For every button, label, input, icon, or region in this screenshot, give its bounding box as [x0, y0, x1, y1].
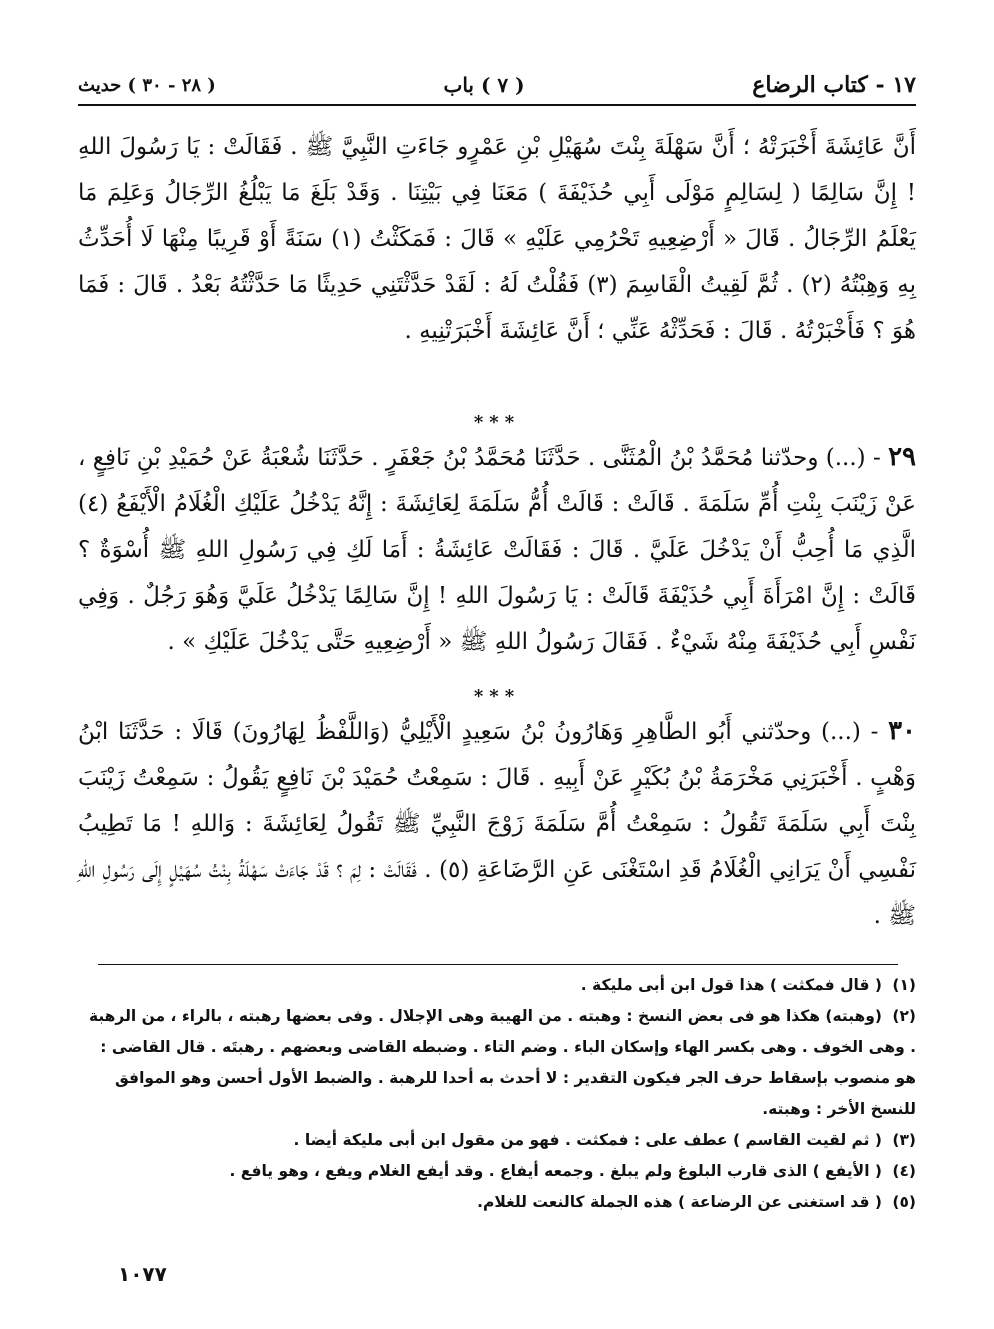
- footnote: [78, 1125, 916, 1156]
- hadith-28-continuation: أَنَّ عَائِشَةَ أَخْبَرَتْهُ ؛ أَنَّ سَهْلَةَ بِنْتَ سُهَيْلِ بْنِ عَمْرٍو جَاءَتِ النَّبِيَّ ﷺ . فَقَالَتْ : يَا رَسُولَ اللهِ ! إِنَّ سَالِمًا ( لِسَالِمٍ مَوْلَى أَبِي حُذَيْفَةَ ) مَعَنَا فِي بَيْتِنَا . وَقَدْ بَلَغَ مَا يَبْلُغُ الرِّجَالُ وَعَلِمَ مَا يَعْلَمُ الرِّجَالُ . قَالَ « أَرْضِعِيهِ تَحْرُمِي عَلَيْهِ » قَالَ : فَمَكَثْتُ (١) سَنَةً أَوْ قَرِيبًا مِنْهَا لَا أُحَدِّثُ بِهِ وَهِبْتُهُ (٢) . ثُمَّ لَقِيتُ الْقَاسِمَ (٣) فَقُلْتُ لَهُ : لَقَدْ حَدَّثْتَنِي حَدِيثًا مَا حَدَّثْتُهُ بَعْدُ . قَالَ : فَمَا هُوَ ؟ فَأَخْبَرْتُهُ . قَالَ : فَحَدِّثْهُ عَنِّي ؛ أَنَّ عَائِشَةَ أَخْبَرَتْنِيهِ .: [78, 134, 917, 344]
- footnote-number: (٣): [892, 1131, 916, 1149]
- footnote: [78, 1156, 916, 1187]
- hadith-number: ٢٩: [888, 442, 916, 472]
- footnote-number: (٤): [892, 1162, 916, 1180]
- footnote-number: (١): [892, 976, 916, 994]
- footnote-text: (وهبته) هكذا هو فى بعض النسخ : وهبته . من الهيبة وهى الإجلال . وفى بعضها رهبته ، بالراء ، من الرهبة . وهى الخوف . وهى بكسر الهاء وإسكان الباء . وضم التاء . وضبطه القاضى وبعضهم . رهبتَه . قال القاضى : هو منصوب بإسقاط حرف الجر فيكون التقدير : لا أحدث به أحدا للرهبة . والضبط الأول أحسن وهو الموافق للنسخ الأخر : وهبته.: [88, 1007, 916, 1118]
- footnote-number: (٢): [892, 1007, 916, 1025]
- footnote-number: (٥): [892, 1193, 916, 1211]
- section-separator: ***: [473, 412, 521, 433]
- page-number: ١٠٧٧: [118, 1262, 167, 1286]
- header-book-title: ١٧ - كتاب الرضاع: [752, 72, 916, 98]
- footnote: [78, 1001, 916, 1125]
- header-hadith-range: ( ٢٨ - ٣٠ ) حديث: [78, 74, 216, 96]
- running-header: [78, 68, 916, 102]
- section-separator: ***: [473, 686, 521, 707]
- hadith-number: ٣٠: [888, 716, 916, 746]
- footnote: [78, 970, 916, 1001]
- hadith-text: - (...) وحدّثنا مُحَمَّدُ بْنُ الْمُثَنَّى . حَدَّثَنَا مُحَمَّدُ بْنُ جَعْفَرٍ . حَدَّثَنَا شُعْبَةُ عَنْ حُمَيْدِ بْنِ نَافِعٍ ، عَنْ زَيْنَبَ بِنْتِ أُمِّ سَلَمَةَ . قَالَتْ : قَالَتْ أُمُّ سَلَمَةَ لِعَائِشَةَ : إِنَّهُ يَدْخُلُ عَلَيْكِ الْغُلَامُ الْأَيْفَعُ (٤) الَّذِي مَا أُحِبُّ أَنْ يَدْخُلَ عَلَيَّ . قَالَ : فَقَالَتْ عَائِشَةُ : أَمَا لَكِ فِي رَسُولِ اللهِ ﷺ أُسْوَةٌ ؟ قَالَتْ : إِنَّ امْرَأَةَ أَبِي حُذَيْفَةَ قَالَتْ : يَا رَسُولَ اللهِ ! إِنَّ سَالِمًا يَدْخُلُ عَلَيَّ وَهُوَ رَجُلٌ . وَفِي نَفْسِ أَبِي حُذَيْفَةَ مِنْهُ شَيْءٌ . فَقَالَ رَسُولُ اللهِ ﷺ « أَرْضِعِيهِ حَتَّى يَدْخُلَ عَلَيْكِ » .: [78, 445, 916, 655]
- footnote-text: ( قال فمكثت ) هذا قول ابن أبى مليكة .: [580, 976, 882, 994]
- hadith-30: [78, 708, 916, 929]
- footnote-text: ( ثم لقيت القاسم ) عطف على : فمكثت . فهو من مقول ابن أبى مليكة أيضا .: [293, 1131, 882, 1149]
- footnote-text: ( قد استغنى عن الرضاعة ) هذه الجملة كالنعت للغلام.: [477, 1193, 882, 1211]
- footnote: [78, 1187, 916, 1218]
- header-chapter: ( ٧ ) باب: [443, 73, 525, 97]
- header-divider: [78, 104, 916, 106]
- footnote-text: ( الأيفع ) الذى قارب البلوغ ولم يبلغ . وجمعه أيفاع . وقد أيفع الغلام ويفع ، وهو يافع .: [229, 1162, 882, 1180]
- footnotes: [78, 970, 916, 1218]
- hadith-text: - (...) وحدّثني أَبُو الطَّاهِرِ وَهَارُونُ بْنُ سَعِيدٍ الْأَيْلِيُّ (وَاللَّفْظُ لِهَارُونَ) قَالَا : حَدَّثَنَا ابْنُ وَهْبٍ . أَخْبَرَنِي مَخْرَمَةُ بْنُ بُكَيْرٍ عَنْ أَبِيهِ . قَالَ : سَمِعْتُ حُمَيْدَ بْنَ نَافِعٍ يَقُولُ : سَمِعْتُ زَيْنَبَ بِنْتَ أَبِي سَلَمَةَ تَقُولُ : سَمِعْتُ أُمَّ سَلَمَةَ زَوْجَ النَّبِيِّ ﷺ تَقُولُ لِعَائِشَةَ : وَاللهِ ! مَا تَطِيبُ نَفْسِي أَنْ يَرَانِي الْغُلَامُ قَدِ اسْتَغْنَى عَنِ الرَّضَاعَةِ (٥) . فَقَالَتْ : لِمَ ؟ قَدْ جَاءَتْ سَهْلَةُ بِنْتُ سُهَيْلٍ إِلَى رَسُولِ اللهِ ﷺ .: [78, 719, 916, 929]
- footnote-divider: [98, 964, 898, 965]
- hadith-29: [78, 434, 916, 686]
- main-text: [78, 124, 917, 929]
